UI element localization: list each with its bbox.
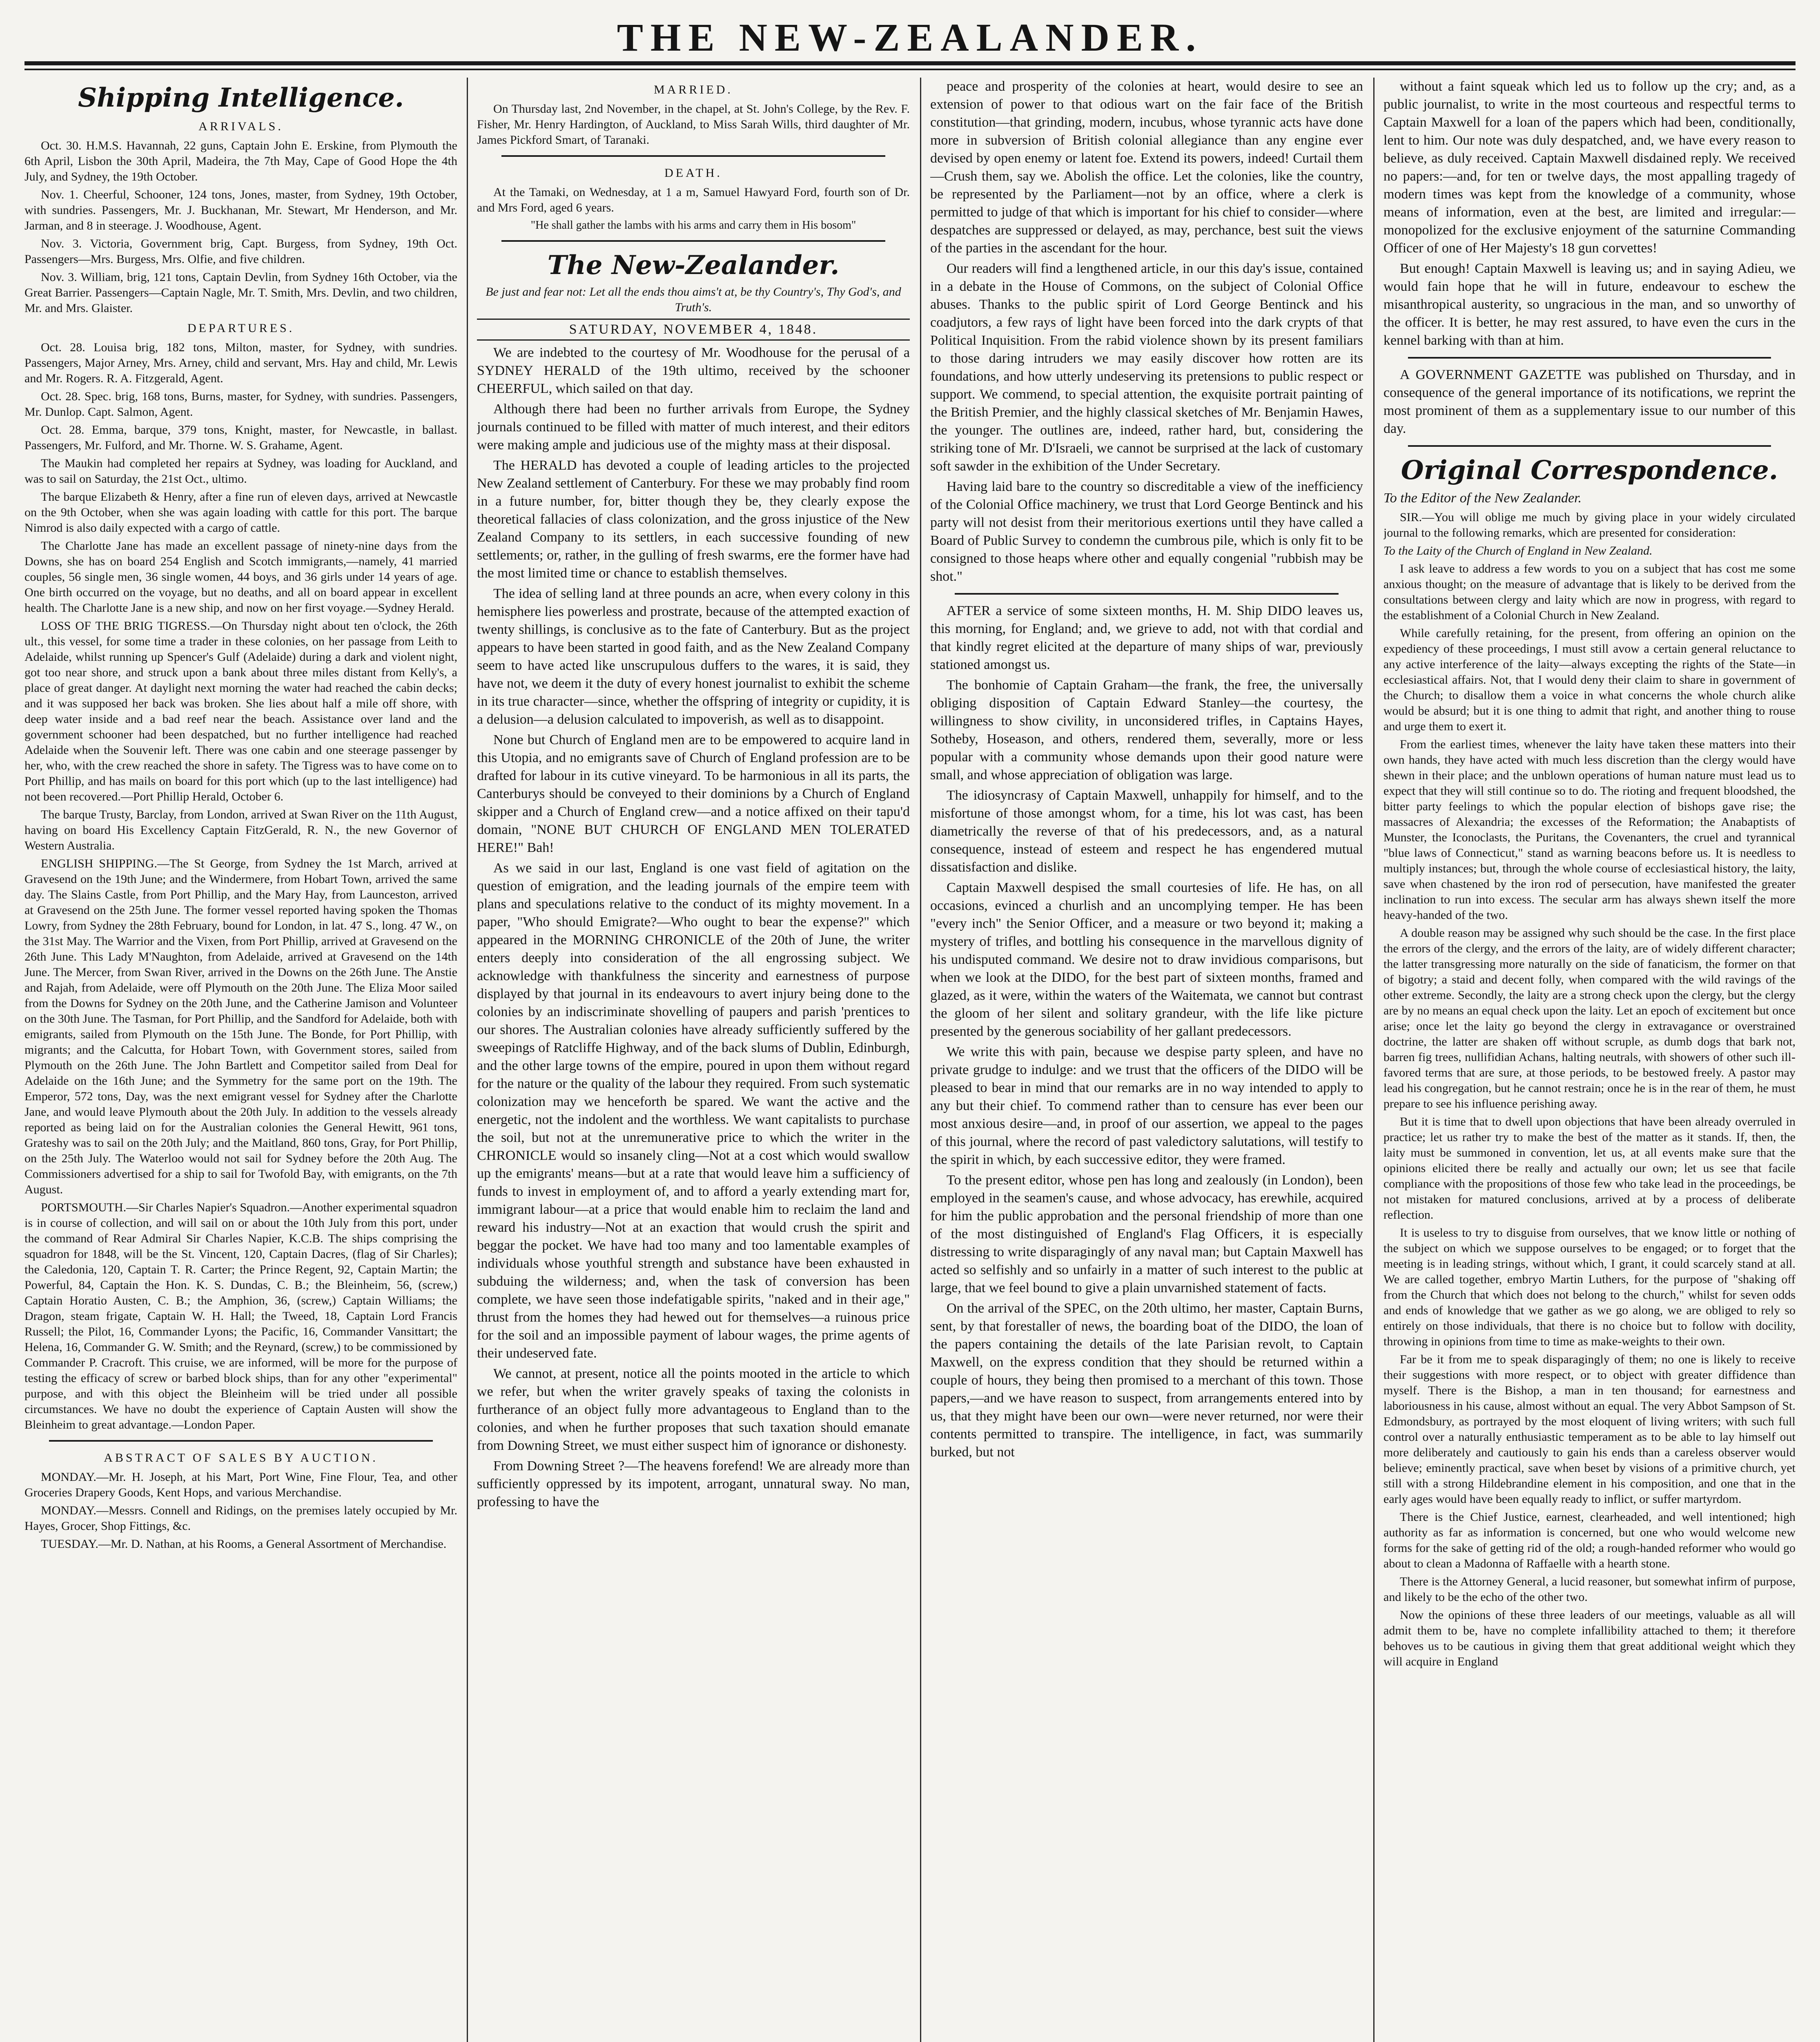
arrival-entry: Nov. 3. William, brig, 121 tons, Captain Devlin, from Sydney 16th October, via the Great Barrier. Passengers—Captain Nagle, Mr. T. Smith, Mrs. Devlin, and two children, Mr. and Mrs. Glaister. xyxy=(25,270,457,315)
divider xyxy=(501,240,885,242)
correspondence-heading: Original Correspondence. xyxy=(1401,455,1778,486)
departure-entry: Oct. 28. Emma, barque, 379 tons, Knight, master, for Newcastle, in ballast. Passengers, Mr. Fulford, and Mr. Thorne. W. S. Grahame, Agent. xyxy=(25,423,457,452)
departures-label: DEPARTURES. xyxy=(187,321,295,335)
column-3 xyxy=(930,78,1363,2042)
editorial-paragraph: As we said in our last, England is one vast field of agitation on the question of emigration, and the leading journals of the empire teem with plans and speculations relative to the conduct of its mighty movement. In a paper, "Who should Emigrate?—Who ought to bear the expense?" which appeared in the MORNING CHRONICLE of the 20th of June, the writer enters deeply into consideration of the all engrossing subject. We acknowledge with thankfulness the sincerity and earnestness of purpose displayed by that journal in its endeavours to avert injury being done to the colonies by an indiscriminate shovelling of paupers and parish 'prentices to our shores. The Australian colonies have already sufficiently suffered by the sweepings of Ratcliffe Highway, and of the back slums of Dublin, Edinburgh, and the other large towns of the empire, poured in upon them without regard for the nature or the quality of the labour they required. From such systematic colonization may we henceforth be spared. We want the active and the energetic, not the indolent and the worthless. We want capitalists to purchase the soil, but not at the unremunerative price to which the writer in the CHRONICLE would so insanely cling—Not at a cost which would swallow up the emigrants' means—but at a rate that would leave him a sufficiency of funds to invest in employment of, and to afford a yearly extending mart for, immigrant labour—at a price that would enable him to reclaim the land and reward his industry—Not at an exaction that would crush the spirit and beggar the pocket. We have had too many and too lamentable examples of individuals whose youthful strength and substance have been exhausted in subduing the wilderness; and, when the task of conversion has been complete, we have seen those indefatigable spirits, "naked and in their age," thrust from the homes they had hewed out for themselves—a ruinous price for the soil and an impossible payment of labour wages, the prime agents of their undeserved fate. xyxy=(477,860,910,1361)
letter-paragraph: From the earliest times, whenever the laity have taken these matters into their own hands, they have acted with much less discretion than the clergy would have shewn in their place; and the unblown operations of human nature must lead us to expect that they will still continue so to do. The rioting and frequent bloodshed, the bitter party feelings to which the popular election of bishops gave rise; the massacres of Alexandria; the excesses of the Reformation; the Anabaptists of Munster, the Iconoclasts, the Puritans, the Covenanters, the cruel and tyrannical "blue laws of Connecticut," stand as warning beacons before us. It is needless to multiply instances; but, through the whole course of ecclesiastical history, the laity, save when chastened by the iron rod of persecution, have manifested the greater inclination to run into excess. The secular arm has always shewn itself the more heavy-handed of the two. xyxy=(1383,738,1795,922)
masthead-rule xyxy=(25,61,1795,65)
letter-paragraph: But it is time that to dwell upon objections that have been already overruled in practice; let us rather try to make the best of the matter as it stands. If, then, the laity must be summoned in convention, let us, at all events make sure that the opinions elicited there be really and actually our own; let us see that facile compliance with the propositions of those few who take lead in the proceedings, be not mistaken for matured conclusions, arrived at by a process of deliberate reflection. xyxy=(1383,1115,1795,1222)
editorial-paragraph: We are indebted to the courtesy of Mr. Woodhouse for the perusal of a SYDNEY HERALD of the 19th ultimo, received by the schooner CHEERFUL, which sailed on that day. xyxy=(477,345,910,396)
editorial-paragraph: without a faint squeak which led us to follow up the cry; and, as a public journalist, to write in the most courteous and respectful terms to Captain Maxwell for a loan of the papers which had been, conditionally, lent to him. Our note was duly despatched, and, we have every reason to believe, as duly received. Captain Maxwell disdained reply. We received no papers:—and, for ten or twelve days, the most appalling tragedy of modern times was kept from the knowledge of a community, whose means of information, even at the best, are limited and irregular:—monopolized for the exclusive enjoyment of the saturnine Commanding Officer of one of Her Majesty's 18 gun corvettes! xyxy=(1383,79,1795,256)
letter-paragraph: There is the Chief Justice, earnest, clearheaded, and well intentioned; high authority as far as information is concerned, but one who would welcome new forms for the sake of getting rid of the old; a rough-handed reformer who would go about to clean a Madonna of Raffaelle with a hearth stone. xyxy=(1383,1510,1795,1570)
editorial-paragraph: Having laid bare to the country so discreditable a view of the inefficiency of the Colonial Office machinery, we trust that Lord George Bentinck and his party will not desist from their meritorious exertions until they have called a Board of Public Survey to condemn the cumbrous pile, which is only fit to be consigned to those heaps where other and equally congenial "rubbish may be shot." xyxy=(930,479,1363,584)
to-editor: To the Editor of the New Zealander. xyxy=(1383,490,1582,506)
death-notice: At the Tamaki, on Wednesday, at 1 a m, Samuel Hawyard Ford, fourth son of Dr. and Mrs Ford, aged 6 years. xyxy=(477,185,910,214)
editorial-paragraph: The HERALD has devoted a couple of leading articles to the projected New Zealand settlement of Canterbury. For these we may probably find room in a future number, for, bitter though they be, they clearly expose the theoretical fallacies of class colonization, and the gross injustice of the New Zealand Company to its settlers, in each successive founding of new settlements; or, rather, in the gulling of fresh swarms, ere the former have had the most limited time or chance to establish themselves. xyxy=(477,458,910,581)
letter-intro: SIR.—You will oblige me much by giving place in your widely circulated journal to the following remarks, which are presented for consideration: xyxy=(1383,510,1795,539)
death-quote: "He shall gather the lambs with his arms and carry them in His bosom" xyxy=(530,219,856,232)
shipping-heading: Shipping Intelligence. xyxy=(78,82,404,113)
column-divider xyxy=(920,78,921,2042)
editorial-paragraph: We write this with pain, because we despise party spleen, and have no private grudge to indulge: and we trust that the officers of the DIDO will be pleased to bear in mind that our remarks are in no way intended to apply to any but their chief. To commend rather than to censure has ever been our most anxious desire—and, in proof of our assertion, we appeal to the pages of this journal, where the record of past valedictory salutations, will testify to the spirit in which, by each successive editor, they were framed. xyxy=(930,1044,1363,1167)
column-1 xyxy=(25,78,457,2042)
letter-paragraph: It is useless to try to disguise from ourselves, that we know little or nothing of the subject on which we suppose ourselves to be engaged; or to forget that the meeting is in leading strings, without which, I grant, it could scarcely stand at all. We are called together, embryo Martin Luthers, for the purpose of "shaking off from the Church that which does not belong to the church," whilst for seven odds and ends of knowledge that we gather as we go along, we are obliged to rely so entirely on those individuals, that there is no choice but to follow with docility, throwing in opinions from time to time as make-weights to their own. xyxy=(1383,1226,1795,1348)
divider xyxy=(955,593,1339,595)
news-item: PORTSMOUTH.—Sir Charles Napier's Squadron.—Another experimental squadron is in course of collection, and will sail on or about the 10th July from this port, under the command of Rear Admiral Sir Charles Napier, K.C.B. The ships comprising the squadron for 1848, will be the St. Vincent, 120, Captain Dacres, (flag of Sir Charles); the Caledonia, 120, Captain T. R. Carter; the Prince Regent, 92, Captain Martin; the Powerful, 84, Captain the Hon. K. S. Dundas, C. B.; the Bleinheim, 56, (screw,) Captain Horatio Austen, C. B.; the Amphion, 36, (screw,) Captain Williams; the Dragon, steam frigate, Captain W. H. Hall; the Tweed, 18, Captain Lord Francis Russell; the Pilot, 16, Commander Lyons; the Pacific, 16, Commander Vansittart; the Helena, 16, Commander G. W. Smith; and the Reynard, (screw,) to be commissioned by Commander P. Cracroft. This cruise, we are informed, will be more for the purpose of testing the efficacy of screw or barbed block ships, than for any other "experimental" purpose, and with this object the Bleinheim will be tried under all possible circumstances. We have no doubt the experience of Captain Austen will show the Bleinheim to great advantage.—London Paper. xyxy=(25,1201,457,1431)
letter-paragraph: A double reason may be assigned why such should be the case. In the first place the errors of the clergy, and the errors of the laity, are of widely different character; the latter transgressing more naturally on the side of fanaticism, the former on that of bigotry; a staid and decent folly, when compared with the wild ravings of the other extreme. Secondly, the laity are a strong check upon the clergy, but the clergy are by no means an equal check upon the laity. Let an epoch of excitement but once arise; once let the laity go beyond the clergy in extravagance or overstrained doctrine, the latter are shaken off without scruple, as dumb dogs that bark not, barren fig trees, nullifidian Achans, halting neutrals, with showers of other such ill-favored terms that are sure, at those periods, to be bestowed freely. A pastor may lead his congregation, but he cannot restrain; once he is in the rear of them, he must prepare to see his influence perishing away. xyxy=(1383,926,1795,1110)
editorial-paragraph: On the arrival of the SPEC, on the 20th ultimo, her master, Captain Burns, sent, by that forestaller of news, the boarding boat of the DIDO, the loan of the papers containing the details of the late Parisian revolt, to Captain Maxwell, on the express condition that they should be returned within a couple of hours, they being then promised to a merchant of this town. Those papers,—and we have reason to suspect, from arrangements entered into by us, that they might have been our own—were never returned, nor were their contents permitted to transpire. The intelligence, in fact, was summarily burked, but not xyxy=(930,1301,1363,1460)
column-divider xyxy=(1373,78,1374,2042)
masthead: THE NEW-ZEALANDER. xyxy=(617,16,1203,59)
paper-title: The New-Zealander. xyxy=(547,250,840,281)
arrival-entry: Oct. 30. H.M.S. Havannah, 22 guns, Captain John E. Erskine, from Plymouth the 6th April, Lisbon the 30th April, Madeira, the 7th May, Cape of Good Hope the 4th July, and Sydney, the 19th October. xyxy=(25,139,457,183)
letter-paragraph: I ask leave to address a few words to you on a subject that has cost me some anxious thought; on the measure of advantage that is likely to be derived from the consultations between clergy and laity which are now in progress, with regard to the establishment of a Colonial Church in New Zealand. xyxy=(1383,562,1795,622)
letter-paragraph: There is the Attorney General, a lucid reasoner, but somewhat infirm of purpose, and likely to be the echo of the other two. xyxy=(1383,1575,1795,1604)
death-heading: DEATH. xyxy=(664,166,722,180)
married-notice: On Thursday last, 2nd November, in the chapel, at St. John's College, by the Rev. F. Fisher, Mr. Henry Hardington, of Auckland, to Miss Sarah Wills, third daughter of Mr. James Pickford Smart, of Taranaki. xyxy=(477,102,910,147)
divider xyxy=(1408,357,1771,359)
news-item: The barque Elizabeth & Henry, after a fine run of eleven days, arrived at Newcastle on the 9th October, when she was again loading with cattle for this port. The barque Nimrod is also daily expected with a cargo of cattle. xyxy=(25,490,457,535)
divider xyxy=(501,155,885,157)
arrival-entry: Nov. 3. Victoria, Government brig, Capt. Burgess, from Sydney, 19th Oct. Passengers—Mrs. Burgess, Mrs. Olfie, and five children. xyxy=(25,237,457,266)
divider xyxy=(49,1440,433,1442)
auction-entry: MONDAY.—Mr. H. Joseph, at his Mart, Port Wine, Fine Flour, Tea, and other Groceries Drapery Goods, Kent Hops, and various Merchandise. xyxy=(25,1470,457,1499)
editorial-paragraph: From Downing Street ?—The heavens forefend! We are already more than sufficiently oppressed by its impotent, arrogant, unnatural sway. No man, professing to have the xyxy=(477,1458,910,1509)
news-item: The barque Trusty, Barclay, from London, arrived at Swan River on the 11th August, having on board His Excellency Captain FitzGerald, R. N., the new Governor of Western Australia. xyxy=(25,808,457,852)
column-divider xyxy=(467,78,468,2042)
married-heading: MARRIED. xyxy=(654,83,733,96)
auction-heading: ABSTRACT OF SALES BY AUCTION. xyxy=(104,1451,378,1465)
news-item: The Charlotte Jane has made an excellent passage of ninety-nine days from the Downs, she has on board 254 English and Scotch immigrants,—namely, 41 married couples, 56 single men, 36 single women, 44 boys, and 36 girls under 14 years of age. One birth occurred on the voyage, but no deaths, and all on board appear in excellent health. The Charlotte Jane is a new ship, and now on her first voyage.—Sydney Herald. xyxy=(25,539,457,615)
letter-paragraph: While carefully retaining, for the present, from offering an opinion on the expediency of these proceedings, I must still avow a certain general reluctance to any active interference of the laity—always excepting the rights of the State—in ecclesiastical affairs. Not, that I would deny their claim to share in government of the Church; to disallow them a voice in what concerns the whole church alike would be absurd; but it is one thing to admit that right, and another thing to rouse and urge them to exert it. xyxy=(1383,626,1795,733)
dateline: SATURDAY, NOVEMBER 4, 1848. xyxy=(477,319,910,341)
column-2 xyxy=(477,78,910,2042)
editorial-paragraph: AFTER a service of some sixteen months, H. M. Ship DIDO leaves us, this morning, for England; and, we grieve to add, not with that cordial and that kindly regret elicited at the departure of many ships of war, previously stationed amongst us. xyxy=(930,603,1363,672)
divider xyxy=(1408,445,1771,447)
arrival-entry: Nov. 1. Cheerful, Schooner, 124 tons, Jones, master, from Sydney, 19th October, with sundries. Passengers, Mr. J. Buckhanan, Mr. Stewart, Mr Henderson, and Mr. Jarman, and 8 in steerage. J. Woodhouse, Agent. xyxy=(25,188,457,232)
editorial-paragraph: Captain Maxwell despised the small courtesies of life. He has, on all occasions, evinced a churlish and an uncomplying temper. He has been "every inch" the Senior Officer, and a measure or two beyond it; making a mystery of trifles, and bottling his consequence in the marvellous dignity of his undisputed command. We desire not to draw invidious comparisons, but when we look at the DIDO, for the best part of sixteen months, framed and glazed, as it were, within the waters of the Waitemata, we cannot but contrast the gloom of her silent and solitary grandeur, with the life like picture presented by the generous sociability of her gallant predecessors. xyxy=(930,880,1363,1039)
editorial-paragraph: The bonhomie of Captain Graham—the frank, the free, the universally obliging disposition of Captain Edward Stanley—the courtesy, the willingness to show civility, in unconsidered trifles, in Captains Hayes, Sotheby, Hoseason, and others, rendered them, severally, more or less popular with a community whose demands upon their good nature were small, and whose appreciation of obligation was large. xyxy=(930,678,1363,782)
gazette-notice: A GOVERNMENT GAZETTE was published on Thursday, and in consequence of the general importance of its notifications, we reprint the most prominent of them as a supplementary issue to our number of this day. xyxy=(1383,367,1795,436)
auction-entry: TUESDAY.—Mr. D. Nathan, at his Rooms, a General Assortment of Merchandise. xyxy=(41,1537,447,1551)
column-4 xyxy=(1383,78,1795,2042)
departure-entry: Oct. 28. Spec. brig, 168 tons, Burns, master, for Sydney, with sundries. Passengers, Mr. Dunlop. Capt. Salmon, Agent. xyxy=(25,390,457,419)
auction-entry: MONDAY.—Messrs. Connell and Ridings, on the premises lately occupied by Mr. Hayes, Grocer, Shop Fittings, &c. xyxy=(25,1504,457,1533)
editorial-paragraph: But enough! Captain Maxwell is leaving us; and in saying Adieu, we would fain hope that he will in future, endeavour to eschew the misanthropical austerity, so ungracious in the man, and so unworthy of the officer. It is better, he may rest assured, to have even the curs in the kennel barking with than at him. xyxy=(1383,261,1795,348)
masthead-rule-thin xyxy=(25,69,1795,70)
editorial-paragraph: We cannot, at present, notice all the points mooted in the article to which we refer, but when the writer gravely speaks of taxing the colonists in furtherance of an object fully more advantageous to England than to the colonies, and when he further proposes that such taxation should emanate from Downing Street, we must either suspect him of ignorance or dishonesty. xyxy=(477,1366,910,1453)
letter-address: To the Laity of the Church of England in New Zealand. xyxy=(1383,544,1653,557)
news-item: The Maukin had completed her repairs at Sydney, was loading for Auckland, and was to sail on Saturday, the 21st Oct., ultimo. xyxy=(25,457,457,486)
editorial-paragraph: To the present editor, whose pen has long and zealously (in London), been employed in the seamen's cause, and whose advocacy, has erewhile, acquired for him the public approbation and the personal friendship of more than one of the most distinguished of England's Flag Officers, it is especially distressing to write disparagingly of any naval man; but Captain Maxwell has acted so selfishly and so unfairly in a matter of such interest to the public at large, that we feel bound to give a plain unvarnished statement of facts. xyxy=(930,1173,1363,1295)
news-item: LOSS OF THE BRIG TIGRESS.—On Thursday night about ten o'clock, the 26th ult., this vessel, for some time a trader in these colonies, on her passage from Leith to Adelaide, whilst running up Spencer's Gulf (Adelaide) during a dark and violent night, got too near shore, and struck upon a bank about three miles distant from Kelly's, a place of great danger. At daylight next morning the water had reached the cabin decks; and it was supposed her back was broken. She lies about half a mile off shore, with deep water inside and a bad reef near the beach. Assistance over land and the government schooner had been despatched, but no further intelligence had reached Adelaide when the Souvenir left. There was one cabin and one steerage passenger by her, who, with the crew reached the shore in safety. The Tigress was to have come on to Port Phillip, and has mails on board for this port which (up to the last intelligence) had not been recovered.—Port Phillip Herald, October 6. xyxy=(25,619,457,803)
editorial-paragraph: Although there had been no further arrivals from Europe, the Sydney journals continued to be filled with matter of much interest, and their editors were making ample and judicious use of the mighty mass at their disposal. xyxy=(477,401,910,453)
editorial-paragraph: The idea of selling land at three pounds an acre, when every colony in this hemisphere lies powerless and prostrate, because of the attempted exaction of twenty shillings, is conclusive as to the fate of Canterbury. But as the project appears to have been started in good faith, and as the New Zealand Company seem to have acted like unscrupulous duffers to the wares, it is said, they have not, we deem it the duty of every honest journalist to exhibit the scheme in its true character—since, whether the offspring of integrity or cupidity, it is a delusion—a delusion calculated to impoverish, as well as to disappoint. xyxy=(477,586,910,727)
editorial-paragraph: peace and prosperity of the colonies at heart, would desire to see an extension of power to that odious wart on the fair face of the British constitution—that grinding, modern, incubus, whose tyrannic acts have done more in subversion of British colonial allegiance than any engine ever devised by open enemy or latent foe. Extend its powers, indeed! Curtail them—Crush them, say we. Abolish the office. Let the colonies, like the country, be represented by the Parliament—not by an office, where a clerk is permitted to judge of that which is important for his chief to consider—where despatches are suppressed or delayed, as may, perchance, best suit the views of the parties in the ascendant for the hour. xyxy=(930,79,1363,256)
letter-paragraph: Now the opinions of these three leaders of our meetings, valuable as all will admit them to be, have no complete infallibility attached to them; it therefore behoves us to be cautious in giving them that great additional weight which they will acquire in England xyxy=(1383,1608,1795,1668)
editorial-paragraph: None but Church of England men are to be empowered to acquire land in this Utopia, and no emigrants save of Church of England profession are to be drafted for labour in its cutive vineyard. To be harmonious in all its parts, the Canterburys should be conveyed to their dominions by a Church of England skipper and a Church of England crew—and a notice affixed on their tapu'd domain, "NONE BUT CHURCH OF ENGLAND MEN TOLERATED HERE!" Bah! xyxy=(477,732,910,855)
news-item: ENGLISH SHIPPING.—The St George, from Sydney the 1st March, arrived at Gravesend on the 19th June; and the Windermere, from Hobart Town, arrived the same day. The Slains Castle, from Port Phillip, and the Mary Hay, from Launceston, arrived at Gravesend on the 25th June. The former vessel reported having spoken the Thomas Lowry, from Sydney the 28th February, bound for London, in lat. 47 S., long. 47 W., on the 31st May. The Warrior and the Vixen, from Port Phillip, arrived at Gravesend on the 26th June. This Lady M'Naughton, from Adelaide, arrived at Gravesend on the 14th June. The Mercer, from Swan River, arrived in the Downs on the 26th June. The Anstie and Rajah, from Adelaide, were off Plymouth on the 20th June. The Eliza Moor sailed from the Downs for Sydney on the 20th June, and the Catherine Jamison and Volunteer on the 30th June. The Tasman, for Port Phillip, and the Sandford for Adelaide, both with emigrants, sailed from Plymouth on the 15th June. The Bonde, for Port Phillip, with migrants; and the Calcutta, for Hobart Town, with Government stores, sailed from Plymouth on the 26th June. The John Bartlett and Competitor sailed from Deal for Adelaide on the 16th June; and the Symmetry for the same port on the 19th. The Emperor, 572 tons, Day, was the next emigrant vessel for Sydney after the Charlotte Jane, and would leave Plymouth about the 20th July. In addition to the vessels already reported as being laid on for the Australian colonies the General Hewitt, 961 tons, Grateshy was to sail on the 20th July; and the Maitland, 860 tons, Gray, for Port Phillip, on the 25th July. The Waterloo would not sail for Sydney before the 20th Aug. The Commissioners advertised for a ship to sail for Twofold Bay, with emigrants, on the 7th August. xyxy=(25,857,457,1196)
arrivals-label: ARRIVALS. xyxy=(198,120,283,133)
motto: Be just and fear not: Let all the ends thou aims't at, be thy Country's, Thy God's, and Truth's. xyxy=(486,285,901,314)
editorial-paragraph: Our readers will find a lengthened article, in our this day's issue, contained in a debate in the House of Commons, on the subject of Colonial Office abuses. Thanks to the public spirit of Lord George Bentinck and his coadjutors, a few rays of light have been forced into the dark crypts of that Political Inquisition. From the rabid violence shown by its present familiars to those daring intruders we may easily discover how rotten are its foundations, and how utterly undeserving its pretensions to public respect or support. We commend, to special attention, the exquisite portrait painting of the British Premier, and the highly classical sketches of Mr. Benjamin Hawes, the younger. The outlines are, indeed, rather hard, but, considering the striking tone of Mr. D'Israeli, we cannot be surprised at the lack of customary soft sawder in the exhibition of the Under Secretary. xyxy=(930,261,1363,474)
editorial-paragraph: The idiosyncrasy of Captain Maxwell, unhappily for himself, and to the misfortune of those amongst whom, for a time, his lot was cast, has been diametrically the reverse of that of his predecessors, and, as a natural consequence, instead of esteem and respect he has engendered mutual dissatisfaction and dislike. xyxy=(930,788,1363,875)
departure-entry: Oct. 28. Louisa brig, 182 tons, Milton, master, for Sydney, with sundries. Passengers, Major Arney, Mrs. Arney, child and servant, Mrs. Hay and child, Mr. Lewis and Mr. Rogers. R. A. Fitzgerald, Agent. xyxy=(25,341,457,385)
letter-paragraph: Far be it from me to speak disparagingly of them; no one is likely to receive their suggestions with more respect, or to object with greater diffidence than myself. There is the Bishop, a man in ten thousand; for earnestness and laboriousness in his cause, almost without an equal. The very Abbot Sampson of St. Edmondsbury, as portrayed by the most eloquent of living writers; with such full control over a naturally enthusiastic temperament as to be able to lay himself out more deliberately and cautiously to gain his ends than a careless observer would believe; eminently practical, save when beset by visions of a primitive church, yet still with a strong Hildebrandine element in his composition, and one that in the early ages would have been equally ready to inflict, or suffer martyrdom. xyxy=(1383,1353,1795,1506)
